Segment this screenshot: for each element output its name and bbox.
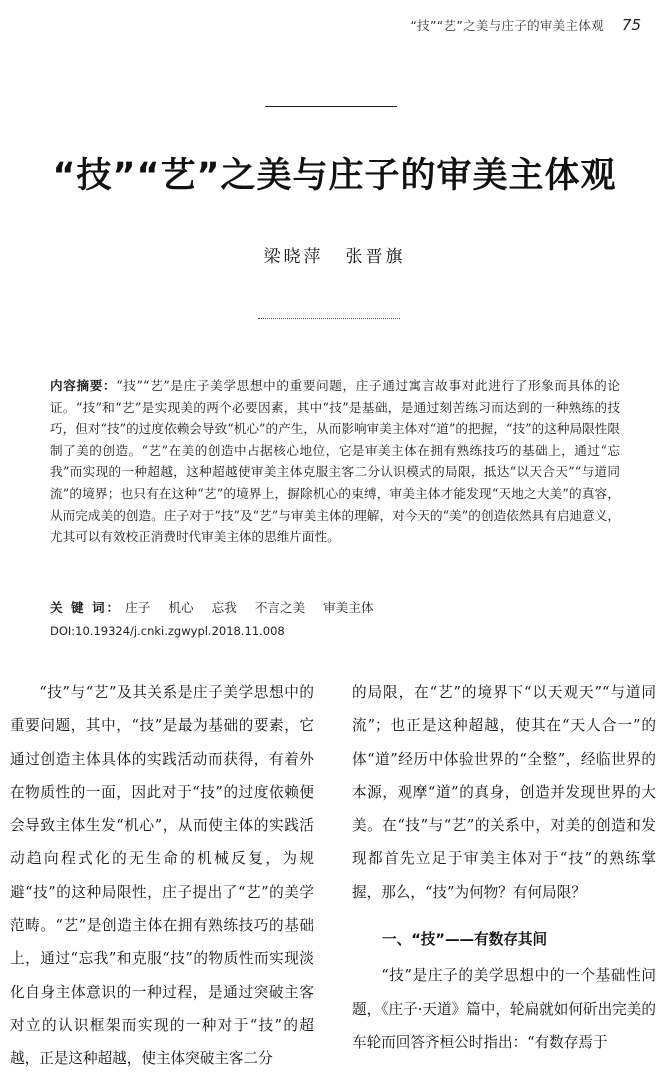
section-heading: 一、“技”——有数存其间 bbox=[382, 931, 548, 949]
doi: DOI:10.19324/j.cnki.zgwypl.2018.11.008 bbox=[50, 624, 285, 638]
running-title: “技”“艺”之美与庄子的审美主体观 bbox=[410, 18, 604, 33]
keyword: 庄子 bbox=[125, 600, 151, 615]
keywords-label: 关 键 词： bbox=[50, 600, 122, 615]
keyword: 忘我 bbox=[211, 600, 237, 615]
authors bbox=[0, 242, 669, 267]
author-name: 梁晓萍 bbox=[263, 247, 324, 267]
page-number: 75 bbox=[621, 16, 641, 34]
body-paragraph: “技”是庄子的美学思想中的一个基础性问题，《庄子·天道》篇中，轮扁就如何斫出完美的车轮而回答齐桓公时指出：“有数存焉于 bbox=[352, 967, 656, 1051]
body-column-left bbox=[10, 676, 314, 1076]
running-head bbox=[330, 16, 641, 34]
title-top-rule bbox=[265, 106, 397, 107]
body-paragraph: “技”与“艺”及其关系是庄子美学思想中的重要问题，其中，“技”是最为基础的要素，它通过创造主体具体的实践活动而获得，有着外在物质性的一面，因此对于“技”的过度依赖便会导致主体生发“机心”，从而使主体的实践活动趋向程式化的无生命的机械反复，为规避“技”的这种局限性，庄子提出了“艺”的美学范畴。“艺”是创造主体在拥有熟练技巧的基础上，通过“忘我”和克服“技”的物质性而实现淡化自身主体意识的一种过程，是通过突破主客对立的认识框架而实现的一种对于“技”的超越，正是这种超越，使主体突破主客二分 bbox=[10, 684, 314, 1068]
abstract bbox=[50, 375, 620, 548]
author-name: 张晋旗 bbox=[345, 247, 406, 267]
authors-dotted-rule bbox=[258, 318, 400, 319]
keyword: 不言之美 bbox=[254, 600, 306, 615]
abstract-text: “技”“艺”是庄子美学思想中的重要问题，庄子通过寓言故事对此进行了形象而具体的论证。“技”和“艺”是实现美的两个必要因素，其中“技”是基础，是通过刻苦练习而达到的一种熟练的技巧，但对“技”的过度依赖会导致“机心”的产生，从而影响审美主体对“道”的把握，“技”的这种局限性限制了美的创造。“艺”在美的创造中占据核心地位，它是审美主体在拥有熟练技巧的基础上，通过“忘我”而实现的一种超越，这种超越使审美主体克服主客二分认识模式的局限，抵达“以天合天”“与道同流”的境界；也只有在这种“艺”的境界上，摒除机心的束缚，审美主体才能发现“天地之大美”的真容，从而完成美的创造。庄子对于“技”及“艺”与审美主体的理解，对今天的“美”的创造依然具有启迪意义，尤其可以有效校正消费时代审美主体的思维片面性。 bbox=[50, 378, 620, 545]
abstract-label: 内容摘要： bbox=[50, 378, 117, 393]
article-title: “技”“艺”之美与庄子的审美主体观 bbox=[52, 156, 617, 196]
keyword: 机心 bbox=[168, 600, 194, 615]
keyword: 审美主体 bbox=[323, 600, 374, 615]
body-column-right bbox=[352, 676, 656, 1059]
keywords bbox=[50, 598, 620, 618]
body-paragraph-continuation: 的局限，在“艺”的境界下“以天观天”“与道同流”；也正是这种超越，使其在“天人合一”的体“道”经历中体验世界的“全整”，经临世界的本源，观摩“道”的真身，创造并发现世界的大美。在“技”与“艺”的关系中，对美的创造和发现都首先立足于审美主体对于“技”的熟练掌握，那么，“技”为何物？有何局限？ bbox=[352, 684, 656, 901]
